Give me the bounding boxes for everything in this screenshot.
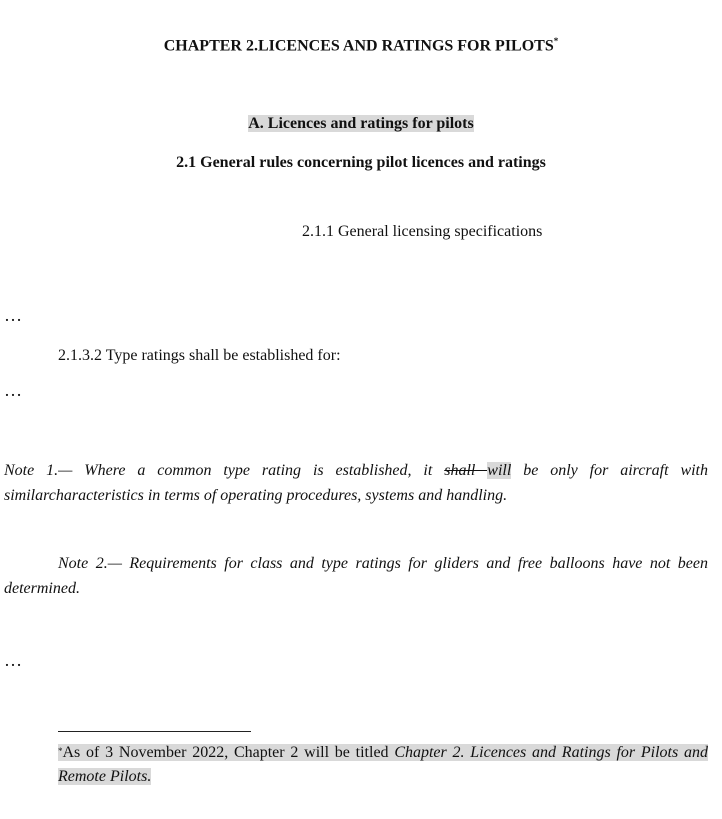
- note-1: [4, 458, 708, 508]
- note-2: Note 2.— Requirements for class and type ratings for gliders and free balloons have not been determined.: [4, 555, 708, 597]
- ellipsis-2: …: [4, 380, 22, 400]
- ellipsis-1: …: [4, 305, 22, 325]
- footnote-italic-title: Chapter 2. Licences and Ratings for Pilots and Remote Pilots.: [58, 744, 708, 785]
- section-a-heading: [0, 115, 722, 133]
- paragraph-2-1-3-2: 2.1.3.2 Type ratings shall be established for:: [58, 347, 341, 364]
- footnote-separator: [58, 731, 251, 732]
- footnote: [58, 739, 708, 789]
- chapter-title: [0, 36, 722, 55]
- footnote-text: As of 3 November 2022, Chapter 2 will be titled: [62, 744, 395, 761]
- section-2-1-1-heading: 2.1.1 General licensing specifications: [302, 223, 543, 240]
- section-a-text: A. Licences and ratings for pilots: [248, 115, 474, 132]
- ellipsis-3: …: [4, 650, 22, 670]
- chapter-title-text: CHAPTER 2.LICENCES AND RATINGS FOR PILOTS: [163, 37, 554, 55]
- inserted-text: will: [487, 462, 512, 479]
- footnote-reference[interactable]: *: [553, 36, 559, 46]
- section-2-1-heading: 2.1 General rules concerning pilot licences and ratings: [176, 154, 546, 171]
- note-1-prefix: Note 1.— Where a common type rating is established, it: [4, 462, 445, 479]
- note-1-suffix: be only for aircraft with similarcharacteristics in terms of operating procedures, systems and handling.: [4, 462, 709, 504]
- footnote-mark: *: [58, 746, 63, 756]
- deleted-text: shall: [444, 462, 488, 479]
